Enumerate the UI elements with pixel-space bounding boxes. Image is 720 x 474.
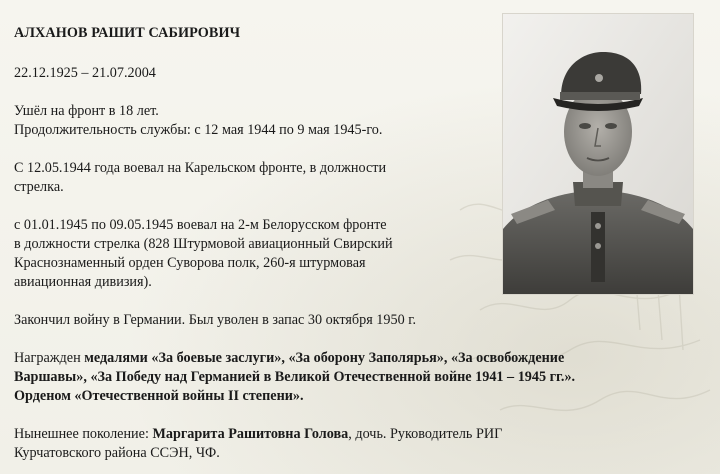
- soldier-portrait-photo: [503, 14, 693, 294]
- person-name: АЛХАНОВ РАШИТ САБИРОВИЧ: [14, 25, 241, 41]
- service-line-2: Продолжительность службы: с 12 мая 1944 по 9 мая 1945-го.: [14, 122, 383, 138]
- awards-prefix: Награжден: [14, 350, 85, 366]
- descendant-line-1: [14, 425, 694, 444]
- karelian-front-line-1: С 12.05.1944 года воевал на Карельском фронте, в должности: [14, 160, 387, 176]
- descendant-prefix: Нынешнее поколение:: [14, 426, 153, 442]
- belorussian-front-line-1: с 01.01.1945 по 09.05.1945 воевал на 2-м Белорусском фронте: [14, 217, 387, 233]
- end-of-war: Закончил войну в Германии. Был уволен в запас 30 октября 1950 г.: [14, 312, 416, 328]
- awards-medals: медалями «За боевые заслуги», «За оборону Заполярья», «За освобождение: [84, 350, 565, 366]
- descendant-name: Маргарита Рашитовна Голова: [152, 426, 349, 442]
- belorussian-front-line-2: в должности стрелка (828 Штурмовой авиационный Свирский: [14, 236, 393, 252]
- awards-line-2: [14, 368, 694, 387]
- descendant-role: , дочь. Руководитель РИГ: [348, 426, 503, 442]
- karelian-front-line-2: стрелка.: [14, 179, 64, 195]
- portrait-image: [503, 14, 693, 294]
- service-line-1: Ушёл на фронт в 18 лет.: [14, 103, 159, 119]
- life-dates: 22.12.1925 – 21.07.2004: [14, 65, 156, 81]
- descendant-line-2: Курчатовского района ССЭН, ЧФ.: [14, 445, 220, 461]
- awards-line-3: [14, 387, 694, 406]
- awards-order: Орденом «Отечественной войны II степени».: [14, 388, 304, 404]
- belorussian-front-line-4: авиационная дивизия).: [14, 274, 152, 290]
- belorussian-front-line-3: Краснознаменный орден Суворова полк, 260-я штурмовая: [14, 255, 366, 271]
- awards-victory-medal: Варшавы», «За Победу над Германией в Великой Отечественной войне 1941 – 1945 гг.».: [14, 369, 576, 385]
- awards-line-1: [14, 349, 694, 368]
